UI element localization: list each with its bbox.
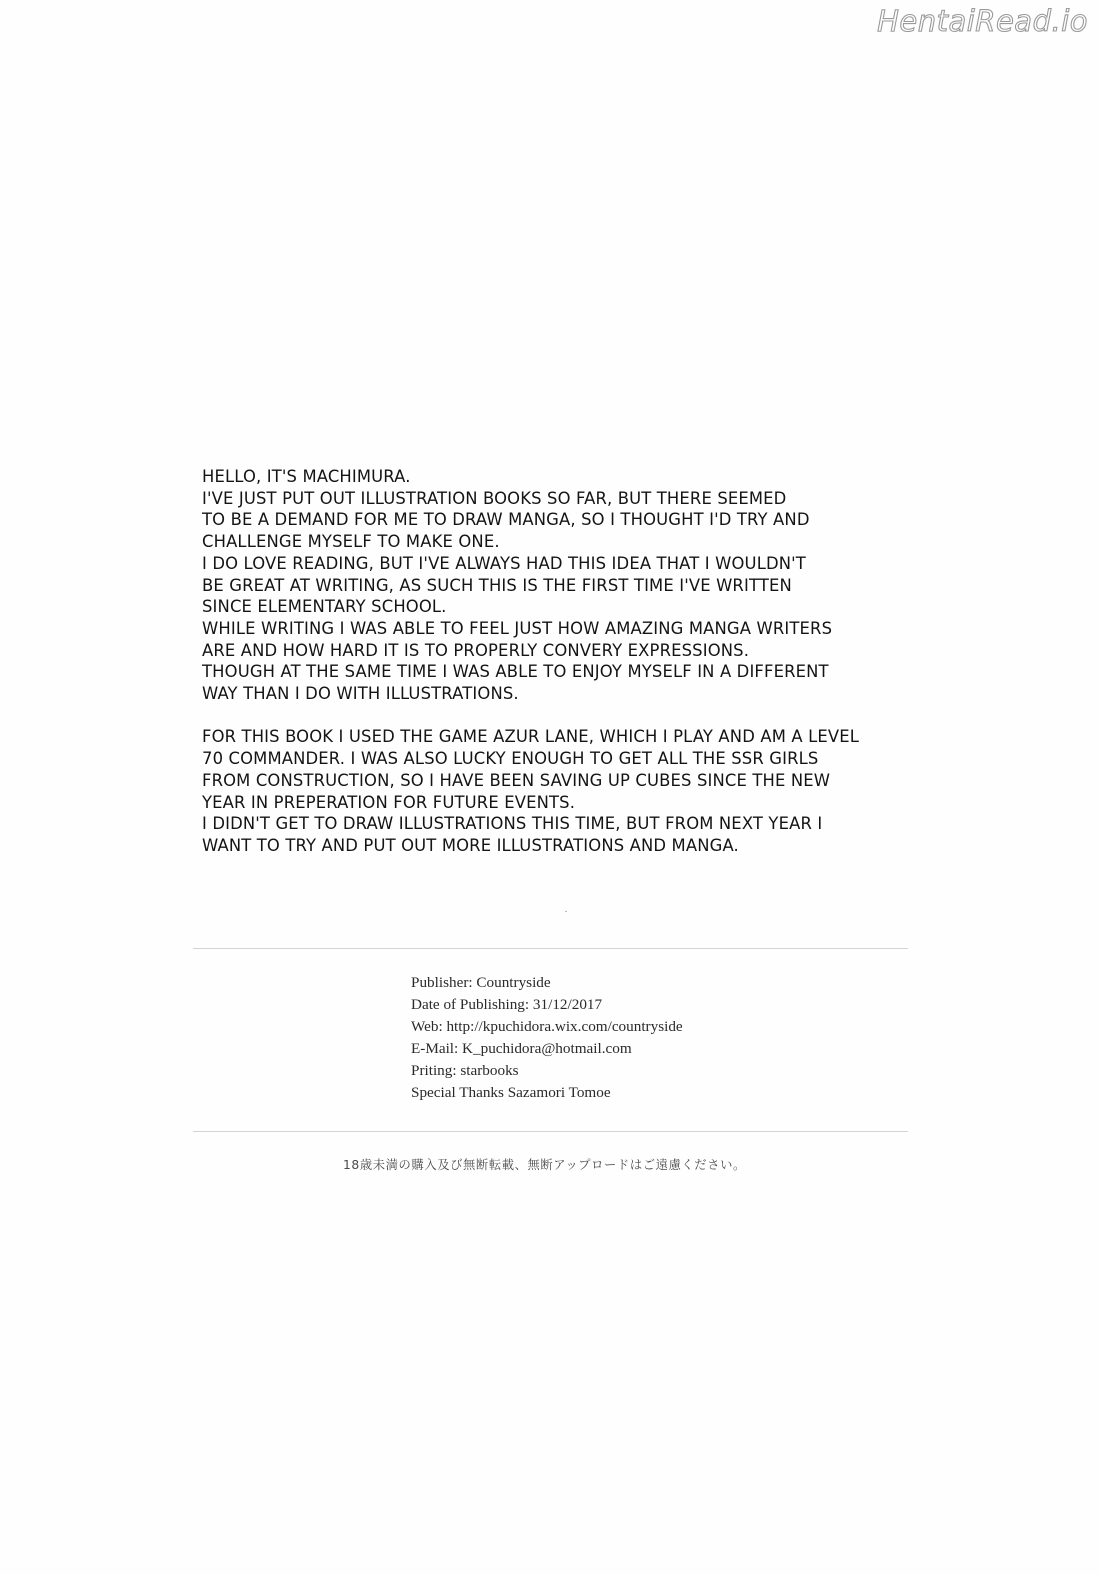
- paper-speck: [565, 911, 567, 912]
- colophon-date: Date of Publishing: 31/12/2017: [411, 995, 603, 1013]
- colophon-email: E-Mail: K_puchidora@hotmail.com: [411, 1039, 632, 1057]
- colophon-bottom-divider: [193, 1131, 908, 1132]
- colophon-thanks: Special Thanks Sazamori Tomoe: [411, 1083, 611, 1101]
- colophon-web: Web: http://kpuchidora.wix.com/countryside: [411, 1017, 683, 1035]
- colophon-publisher: Publisher: Countryside: [411, 974, 551, 991]
- age-restriction-notice: 18歳未満の購入及び無断転載、無断アップロードはご遠慮ください。: [343, 1158, 746, 1172]
- afterword-paragraph-2: FOR THIS BOOK I USED THE GAME AZUR LANE, WHICH I PLAY AND AM A LEVEL 70 COMMANDER. I WAS ALSO LUCKY ENOUGH TO GET ALL THE SSR GIRLS FROM CONSTRUCTION, SO I HAVE BEEN SAVING UP CUBES SINCE THE NEW YEAR IN PREPERATION FOR FUTURE EVENTS. I DIDN'T GET TO DRAW ILLUSTRATIONS THIS TIME, BUT FROM NEXT YEAR I WANT TO TRY AND PUT OUT MORE ILLUSTRATIONS AND MANGA.: [202, 727, 860, 855]
- site-watermark: HentaiRead.io: [877, 4, 1088, 38]
- colophon: [411, 972, 891, 1103]
- afterword-text: [202, 466, 962, 857]
- colophon-top-divider: [193, 948, 908, 949]
- afterword-paragraph-1: HELLO, IT'S MACHIMURA. I'VE JUST PUT OUT ILLUSTRATION BOOKS SO FAR, BUT THERE SEEMED TO BE A DEMAND FOR ME TO DRAW MANGA, SO I THOUGHT I'D TRY AND CHALLENGE MYSELF TO MAKE ONE. I DO LOVE READING, BUT I'VE ALWAYS HAD THIS IDEA THAT I WOULDN'T BE GREAT AT WRITING, AS SUCH THIS IS THE FIRST TIME I'VE WRITTEN SINCE ELEMENTARY SCHOOL. WHILE WRITING I WAS ABLE TO FEEL JUST HOW AMAZING MANGA WRITERS ARE AND HOW HARD IT IS TO PROPERLY CONVERY EXPRESSIONS. THOUGH AT THE SAME TIME I WAS ABLE TO ENJOY MYSELF IN A DIFFERENT WAY THAN I DO WITH ILLUSTRATIONS.: [202, 467, 833, 704]
- colophon-printing: Priting: starbooks: [411, 1061, 519, 1079]
